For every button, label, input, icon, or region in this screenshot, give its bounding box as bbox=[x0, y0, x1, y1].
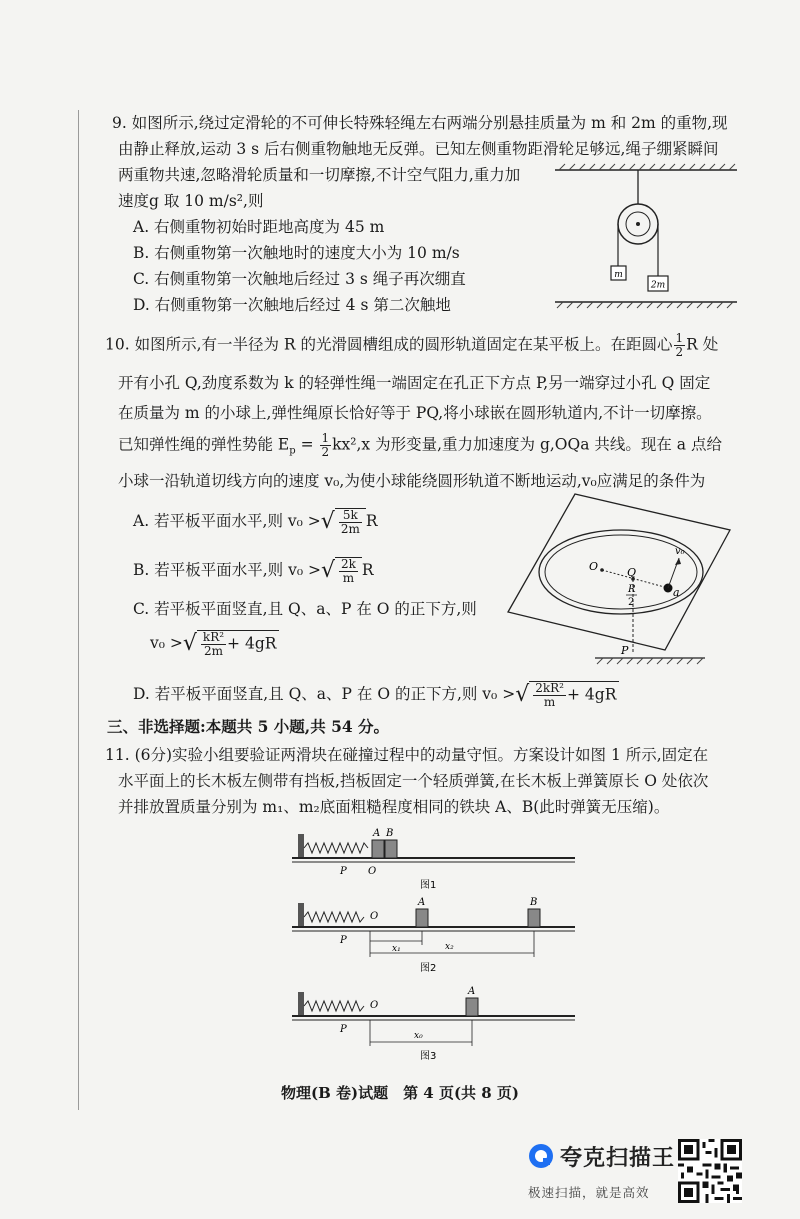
q10-option-c-line1: C. 若平板平面竖直,且 Q、a、P 在 O 的正下方,则 bbox=[133, 600, 477, 618]
baffle bbox=[298, 992, 304, 1016]
q10-line3: 在质量为 m 的小球上,弹性绳原长恰好等于 PQ,将小球嵌在圆形轨道内,不计一切摩擦。 bbox=[118, 404, 712, 422]
qr-code-icon bbox=[678, 1139, 742, 1203]
label-o: O bbox=[370, 1000, 379, 1011]
opt-d-tail: + 4gR bbox=[567, 685, 617, 704]
opt-a-tail: R bbox=[365, 512, 378, 530]
q10-line1-tail: R 处 bbox=[686, 335, 719, 354]
frac-den: 2m bbox=[203, 644, 223, 658]
sqrt-icon: √ bbox=[182, 631, 197, 656]
caption: 图1 bbox=[420, 880, 437, 891]
block-b bbox=[528, 909, 540, 927]
spring bbox=[304, 843, 368, 853]
opt-c-tail: + 4gR bbox=[227, 634, 277, 653]
frac-num: 5k bbox=[339, 509, 362, 523]
q10-option-b bbox=[133, 557, 374, 585]
opt-b-tail: R bbox=[361, 561, 374, 579]
figure-3 bbox=[290, 980, 580, 1062]
q9-line3: 两重物共速,忽略滑轮质量和一切摩擦,不计空气阻力,重力加 bbox=[118, 166, 521, 184]
q10-line5: 小球一沿轨道切线方向的速度 v₀,为使小球能绕圆形轨道不断地运动,v₀应满足的条件为 bbox=[118, 472, 706, 490]
q10-line4-fraction bbox=[320, 432, 332, 459]
q10-line4-tail: kx²,x 为形变量,重力加速度为 g,OQa 共线。现在 a 点给 bbox=[332, 435, 722, 454]
binding-margin-line bbox=[78, 110, 79, 1110]
frac-den: 2 bbox=[675, 345, 684, 359]
opt-a-radicand bbox=[335, 508, 366, 536]
frac-num: 1 bbox=[321, 431, 330, 445]
opt-c-pre: v₀ > bbox=[150, 634, 183, 652]
label-o: O bbox=[368, 866, 377, 877]
caption: 图3 bbox=[420, 1051, 437, 1062]
ep-subscript: p bbox=[289, 445, 296, 457]
ceiling-hatch bbox=[555, 164, 737, 170]
q9-option-c: C. 右侧重物第一次触地后经过 3 s 绳子再次绷直 bbox=[133, 270, 466, 288]
label-x0: x₀ bbox=[414, 1031, 423, 1041]
left-mass-label: m bbox=[614, 270, 623, 280]
q11-line2: 水平面上的长木板左侧带有挡板,挡板固定一个轻质弹簧,在长木板上弹簧原长 O 处依次 bbox=[118, 772, 709, 790]
opt-a-text: A. 若平板平面水平,则 v₀ > bbox=[133, 512, 321, 530]
block-a bbox=[416, 909, 428, 927]
label-a: a bbox=[673, 586, 680, 599]
q10-line4-text: 已知弹性绳的弹性势能 E bbox=[118, 435, 290, 454]
page-footer: 物理(B 卷)试题 第 4 页(共 8 页) bbox=[280, 1084, 520, 1102]
q9-option-d: D. 右侧重物第一次触地后经过 4 s 第二次触地 bbox=[133, 296, 451, 314]
label-q: Q bbox=[627, 566, 637, 579]
q10-option-d bbox=[133, 681, 619, 709]
quark-logo-icon bbox=[528, 1143, 554, 1169]
label-x2: x₂ bbox=[445, 942, 454, 952]
q9-line1: 9. 如图所示,绕过定滑轮的不可伸长特殊轻绳左右两端分别悬挂质量为 m 和 2m 的重物,现 bbox=[112, 114, 728, 132]
frac-den: 2 bbox=[321, 445, 330, 459]
sqrt-icon: √ bbox=[320, 558, 336, 583]
q10-option-a bbox=[133, 508, 378, 536]
figure-1 bbox=[290, 820, 580, 892]
label-p: P bbox=[621, 644, 629, 657]
q10-line4-eq: = bbox=[295, 435, 319, 454]
block-a bbox=[372, 840, 384, 858]
q10-line1 bbox=[105, 332, 718, 359]
sqrt-icon: √ bbox=[320, 509, 335, 534]
frac-num: 2kR² bbox=[535, 681, 564, 695]
q10-line2: 开有小孔 Q,劲度系数为 k 的轻弹性绳一端固定在孔正下方点 P,另一端穿过小孔 Q 固定 bbox=[118, 374, 711, 392]
opt-d-text: D. 若平板平面竖直,且 Q、a、P 在 O 的正下方,则 v₀ > bbox=[133, 685, 516, 703]
block-a bbox=[466, 998, 478, 1016]
right-mass-label: 2m bbox=[650, 280, 666, 291]
sqrt-icon: √ bbox=[515, 682, 530, 707]
opt-d-radicand bbox=[529, 681, 619, 709]
label-x1: x₁ bbox=[392, 944, 401, 954]
q9-line4: 速度g 取 10 m/s²,则 bbox=[118, 192, 264, 210]
block-b bbox=[385, 840, 397, 858]
pulley-figure bbox=[555, 162, 740, 312]
frac-num: kR² bbox=[202, 630, 225, 644]
brand-tagline: 极速扫描，就是高效 bbox=[528, 1185, 650, 1200]
q10-line1-text: 10. 如图所示,有一半径为 R 的光滑圆槽组成的圆形轨道固定在某平板上。在距圆心 bbox=[105, 335, 673, 354]
q10-fraction-half bbox=[674, 332, 686, 359]
label-a: A bbox=[468, 986, 476, 997]
opt-b-radicand bbox=[335, 557, 362, 585]
frac-den: m bbox=[342, 571, 355, 585]
baffle bbox=[298, 903, 304, 927]
opt-c-radicand bbox=[197, 630, 280, 658]
spring bbox=[304, 912, 364, 922]
label-a: A bbox=[418, 897, 426, 908]
opt-b-text: B. 若平板平面水平,则 v₀ > bbox=[133, 561, 321, 579]
label-p: P bbox=[340, 1024, 347, 1035]
label-r-den: 2 bbox=[628, 597, 635, 608]
section-3-heading: 三、非选择题:本题共 5 小题,共 54 分。 bbox=[107, 717, 390, 736]
frac-num: 2k bbox=[341, 557, 356, 571]
label-p: P bbox=[340, 935, 347, 946]
q11-line3: 并排放置质量分别为 m₁、m₂底面粗糙程度相同的铁块 A、B(此时弹簧无压缩)。 bbox=[118, 798, 670, 816]
frac-den: m bbox=[543, 695, 556, 709]
label-a: A bbox=[373, 828, 381, 839]
brand-title: 夸克扫描王 bbox=[560, 1146, 676, 1171]
caption: 图2 bbox=[420, 963, 437, 974]
q11-line1: 11. (6分)实验小组要验证两滑块在碰撞过程中的动量守恒。方案设计如图 1 所示,固定在 bbox=[105, 746, 709, 764]
frac-den: 2m bbox=[340, 522, 360, 536]
track-outer bbox=[539, 530, 703, 614]
label-o: O bbox=[589, 560, 599, 573]
label-b: B bbox=[386, 828, 394, 839]
frac-num: 1 bbox=[675, 331, 684, 345]
q9-option-b: B. 右侧重物第一次触地时的速度大小为 10 m/s bbox=[133, 244, 460, 262]
label-o: O bbox=[370, 911, 379, 922]
label-p: P bbox=[340, 866, 347, 877]
circular-track-figure bbox=[505, 492, 740, 672]
q9-option-a: A. 右侧重物初始时距地高度为 45 m bbox=[133, 218, 385, 236]
label-v0: v₀ bbox=[675, 546, 685, 557]
spring bbox=[304, 1001, 364, 1011]
label-b: B bbox=[530, 897, 538, 908]
figure-2 bbox=[290, 895, 580, 975]
baffle bbox=[298, 834, 304, 858]
q10-line4 bbox=[118, 432, 722, 463]
label-r-num: R bbox=[628, 584, 636, 595]
q9-line2: 由静止释放,运动 3 s 后右侧重物触地无反弹。已知左侧重物距滑轮足够远,绳子绷紧瞬间 bbox=[118, 140, 719, 158]
q10-option-c-formula bbox=[150, 630, 279, 658]
scanner-watermark bbox=[520, 1135, 760, 1215]
